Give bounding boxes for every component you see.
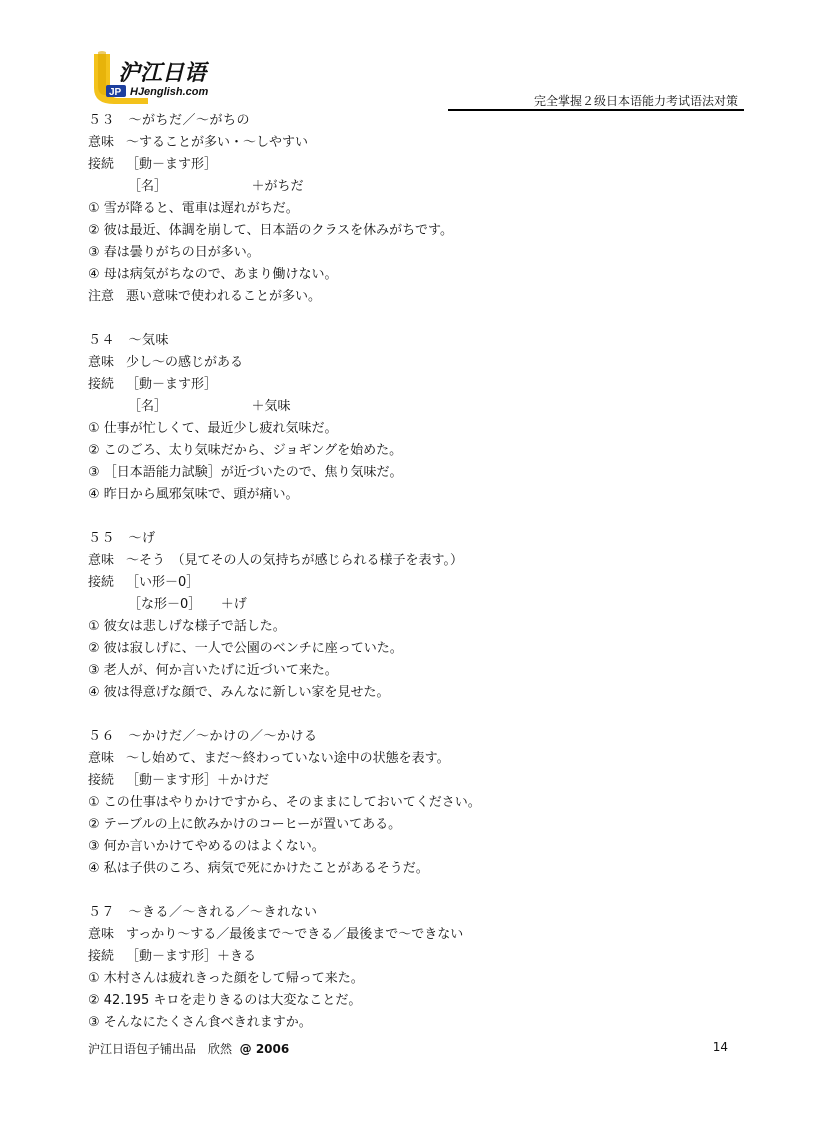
section-heading: ５５ ～げ (88, 531, 156, 546)
connection-text: ［い形－0］ (126, 575, 200, 590)
note-label: 注意 (88, 289, 115, 304)
meaning-text: 少し～の感じがある (126, 355, 244, 370)
section-heading: ５７ ～きる／～きれる／～きれない (88, 905, 318, 920)
page-footer (88, 1040, 728, 1058)
connection-line-2: ［名］ ＋がちだ (128, 179, 304, 194)
example-sentence: ④ 昨日から風邪気味で、頭が痛い。 (88, 487, 299, 502)
connection-line (88, 154, 744, 176)
meaning-text: ～そう （見てその人の気持ちが感じられる様子を表す。） (126, 553, 463, 568)
connection-text: ［動－ます形］＋きる (126, 949, 257, 964)
grammar-section-57 (88, 902, 744, 1034)
connection-line-2: ［な形－0］ ＋げ (128, 597, 247, 612)
meaning-label: 意味 (88, 553, 115, 568)
meaning-text: ～することが多い・～しやすい (126, 135, 309, 150)
meaning-text: すっかり～する／最後まで～できる／最後まで～できない (126, 927, 464, 942)
connection-line-2: ［名］ ＋気味 (128, 399, 291, 414)
example-sentence: ④ 母は病気がちなので、あまり働けない。 (88, 267, 338, 282)
meaning-line (88, 352, 744, 374)
example-sentence: ③ 春は曇りがちの日が多い。 (88, 245, 260, 260)
connection-text: ［動－ます形］ (126, 377, 218, 392)
example-sentence: ① 木村さんは疲れきった顔をして帰って来た。 (88, 971, 364, 986)
example-sentence: ④ 彼は得意げな顔で、みんなに新しい家を見せた。 (88, 685, 390, 700)
example-sentence: ③ 何か言いかけてやめるのはよくない。 (88, 839, 325, 854)
connection-text: ［動－ます形］＋かけだ (126, 773, 270, 788)
section-heading: ５４ ～気味 (88, 333, 170, 348)
example-sentence: ② テーブルの上に飲みかけのコーヒーが置いてある。 (88, 817, 402, 832)
connection-label: 接続 (88, 157, 115, 172)
example-sentence: ② 彼は最近、体調を崩して、日本語のクラスを休みがちです。 (88, 223, 453, 238)
example-sentence: ② 彼は寂しげに、一人で公園のベンチに座っていた。 (88, 641, 403, 656)
page-number: 14 (712, 1040, 728, 1054)
grammar-section-54 (88, 330, 744, 506)
meaning-line (88, 132, 744, 154)
example-sentence: ② 42.195 キロを走りきるのは大変なことだ。 (88, 993, 362, 1008)
meaning-line (88, 924, 744, 946)
example-sentence: ① 仕事が忙しくて、最近少し疲れ気味だ。 (88, 421, 338, 436)
connection-line (88, 946, 744, 968)
hjenglish-logo[interactable] (88, 48, 248, 106)
header-title: 完全掌握２级日本语能力考试语法对策 (533, 94, 738, 108)
page-header (88, 48, 744, 112)
meaning-label: 意味 (88, 135, 115, 150)
logo-subtitle: HJenglish.com (130, 86, 209, 98)
section-heading: ５６ ～かけだ／～かけの／～かける (88, 729, 318, 744)
example-sentence: ④ 私は子供のころ、病気で死にかけたことがあるそうだ。 (88, 861, 429, 876)
section-spacer (88, 704, 744, 726)
section-heading: ５３ ～がちだ／～がちの (88, 113, 251, 128)
logo-title: 沪江日语 (118, 61, 207, 86)
grammar-section-55 (88, 528, 744, 704)
meaning-line (88, 550, 744, 572)
example-sentence: ① 雪が降ると、電車は遅れがちだ。 (88, 201, 299, 216)
connection-line (88, 770, 744, 792)
example-sentence: ③ 老人が、何か言いたげに近づいて来た。 (88, 663, 338, 678)
note-text: 悪い意味で使われることが多い。 (126, 289, 322, 304)
meaning-text: ～し始めて、まだ～終わっていない途中の状態を表す。 (126, 751, 450, 766)
meaning-line (88, 748, 744, 770)
example-sentence: ① 彼女は悲しげな様子で話した。 (88, 619, 286, 634)
section-spacer (88, 308, 744, 330)
connection-text: ［動－ます形］ (126, 157, 218, 172)
section-spacer (88, 880, 744, 902)
connection-label: 接続 (88, 773, 115, 788)
example-sentence: ① この仕事はやりかけですから、そのままにしておいてください。 (88, 795, 481, 810)
grammar-content (88, 110, 744, 1034)
footer-credit-text: 沪江日语包子铺出品 欣然 (88, 1042, 233, 1056)
meaning-label: 意味 (88, 355, 115, 370)
logo-badge: JP (109, 87, 122, 98)
connection-line (88, 374, 744, 396)
meaning-label: 意味 (88, 751, 115, 766)
example-sentence: ③ そんなにたくさん食べきれますか。 (88, 1015, 312, 1030)
footer-credit (88, 1040, 289, 1057)
meaning-label: 意味 (88, 927, 115, 942)
connection-line (88, 572, 744, 594)
connection-label: 接続 (88, 575, 115, 590)
example-sentence: ② このごろ、太り気味だから、ジョギングを始めた。 (88, 443, 403, 458)
section-spacer (88, 506, 744, 528)
connection-label: 接続 (88, 377, 115, 392)
example-sentence: ③ ［日本語能力試験］が近づいたので、焦り気味だ。 (88, 465, 403, 480)
connection-label: 接続 (88, 949, 115, 964)
grammar-section-56 (88, 726, 744, 880)
logo-graphic (88, 48, 248, 106)
note-line (88, 286, 744, 308)
grammar-section-53 (88, 110, 744, 308)
footer-year: @ 2006 (239, 1042, 290, 1056)
